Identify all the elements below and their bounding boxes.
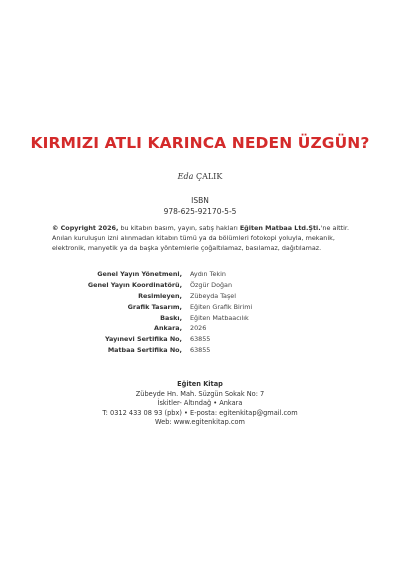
publisher-web: Web: www.egitenkitap.com <box>155 418 245 427</box>
credit-label: Genel Yayın Koordinatörü, <box>87 280 182 289</box>
copyright-year: © Copyright 2026, <box>52 224 119 232</box>
credit-row <box>0 281 400 292</box>
credit-value: Özgür Doğan <box>190 280 233 289</box>
publisher-address-line-1: Zübeyde Hn. Mah. Süzgün Sokak No: 7 <box>135 389 265 398</box>
author-first-name: Eda <box>177 172 194 181</box>
credit-row <box>0 324 400 335</box>
credit-label: Ankara, <box>154 324 182 333</box>
credit-value: 63855 <box>190 346 211 355</box>
credit-label: Resimleyen, <box>138 291 182 300</box>
credit-row <box>0 292 400 303</box>
publisher-name: Eğiten Kitap <box>177 380 223 388</box>
copyright-holder: Eğiten Matbaa Ltd.Şti. <box>239 224 321 232</box>
credits-list <box>0 270 400 357</box>
copyright-text-2: 'ne aittir. Anılan kuruluşun izni alınmadan kitabın tümü ya da bölümleri fotokopi yoluyla, mekanik, elektronik, manyetik ya da başka yöntemlerle çoğaltılamaz, basılamaz, dağıtılamaz. <box>52 224 349 252</box>
credit-label: Genel Yayın Yönetmeni, <box>97 270 182 278</box>
credit-row <box>0 314 400 325</box>
credit-label: Matbaa Sertifika No, <box>107 346 182 355</box>
credit-value: Zübeyda Taşel <box>190 291 236 300</box>
credit-value: Eğiten Grafik Birimi <box>190 302 253 311</box>
credit-value: Aydın Tekin <box>190 270 226 278</box>
credit-value: Eğiten Matbaacılık <box>190 313 249 322</box>
credit-row <box>0 335 400 346</box>
publisher-contact: T: 0312 433 08 93 (pbx) • E-posta: egitenkitap@gmail.com <box>102 408 298 417</box>
isbn-block <box>0 195 400 217</box>
credit-label: Baskı, <box>160 313 182 322</box>
book-author <box>0 172 400 181</box>
book-title: KIRMIZI ATLI KARINCA NEDEN ÜZGÜN? <box>30 134 370 152</box>
credit-row <box>0 303 400 314</box>
isbn-label: ISBN <box>191 196 209 205</box>
author-last-name: ÇALIK <box>195 172 223 181</box>
isbn-number: 978-625-92170-5-5 <box>163 207 237 216</box>
credit-row <box>0 346 400 357</box>
credit-label: Grafik Tasarım, <box>127 302 182 311</box>
publisher-block <box>0 380 400 428</box>
copyright-notice <box>52 223 352 253</box>
publisher-address-line-2: İskitler- Altındağ • Ankara <box>157 399 243 408</box>
credit-label: Yayınevi Sertifika No, <box>104 335 182 344</box>
credit-value: 2026 <box>190 324 207 333</box>
copyright-text-1: bu kitabın basım, yayın, satış hakları <box>118 224 240 232</box>
credit-row <box>0 270 400 281</box>
credit-value: 63855 <box>190 335 211 344</box>
